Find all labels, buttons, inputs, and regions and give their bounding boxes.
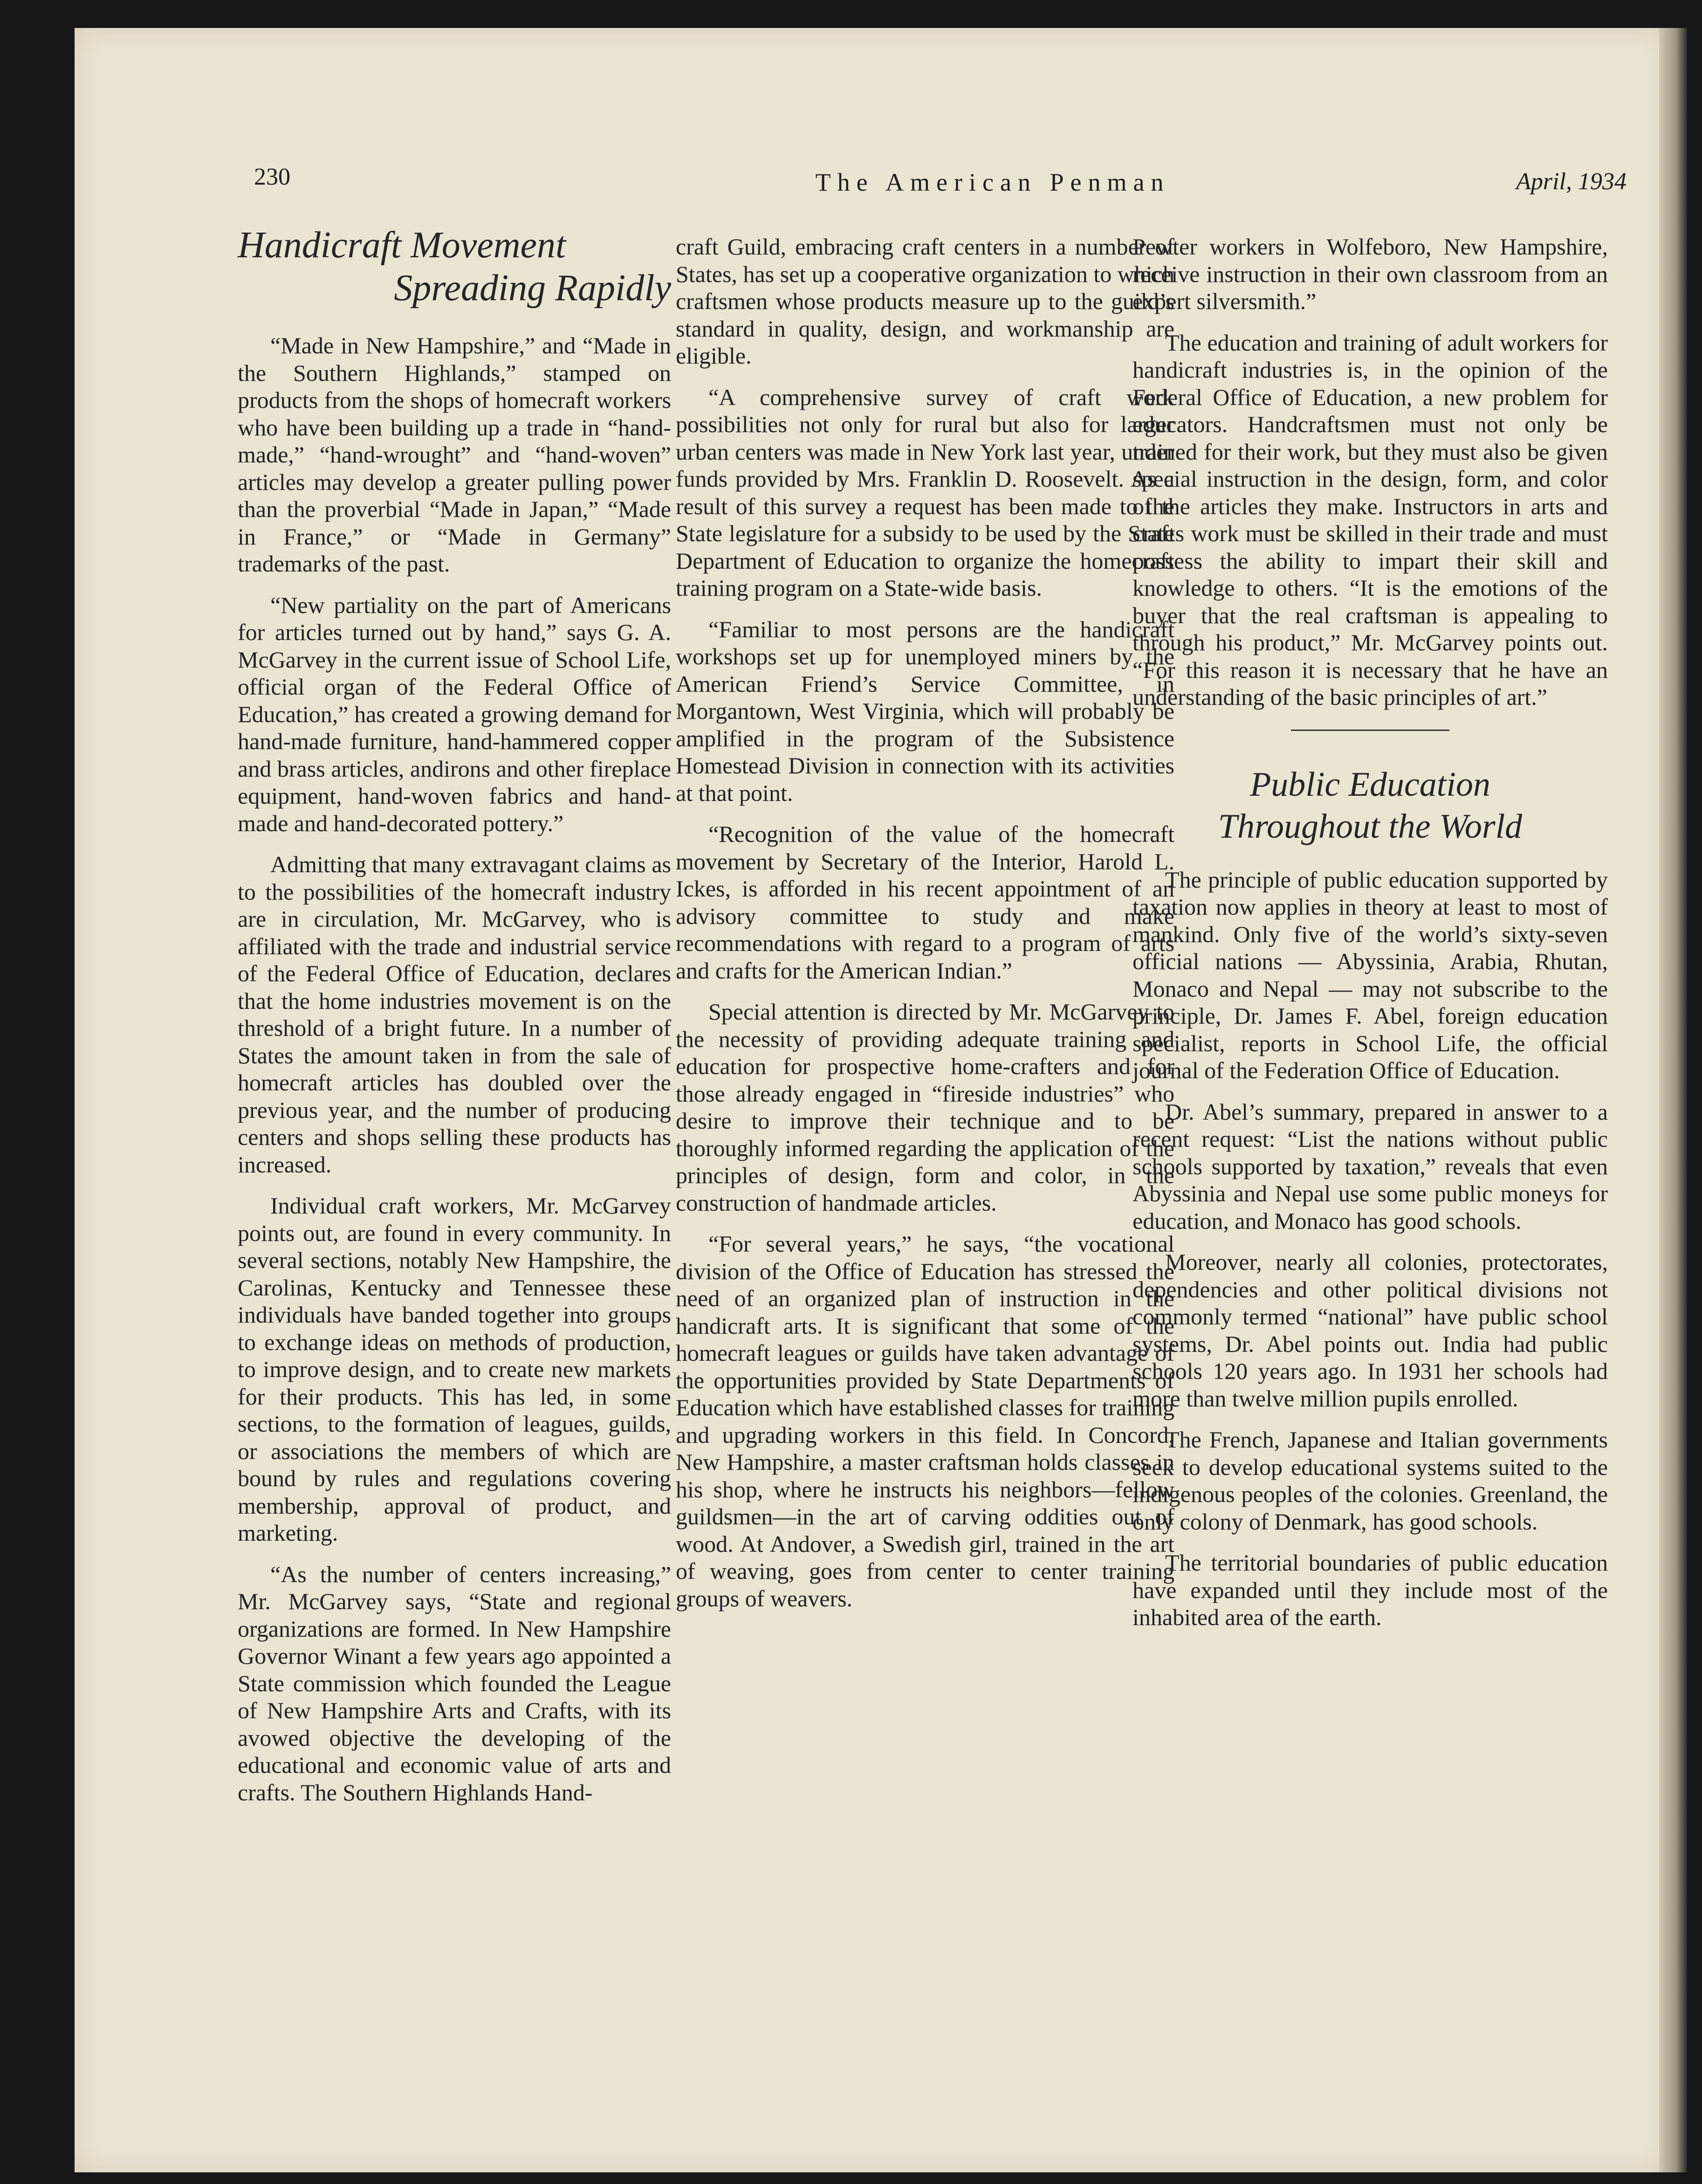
section-divider	[1291, 730, 1449, 731]
column-1	[238, 224, 671, 1820]
paragraph: Admitting that many extravagant claims as to the possibilities of the homecraft industry are in circulation, Mr. McGarvey, who is affiliated with the trade and industrial service of the Federal Office of Education, declares that the home industries movement is on the threshold of a bright future. In a number of States the amount taken in from the sale of homecraft articles has doubled over the previous year, and the number of producing centers and shops selling these products has increased.	[238, 851, 671, 1178]
column-3	[1132, 233, 1608, 1645]
paragraph: “For several years,” he says, “the vocational division of the Office of Education has stressed the need of an organized plan of instruction in the handicraft arts. It is significant that some of the homecraft leagues or guilds have taken advantage of the opportunities provided by State Departments of Education which have established classes for training and upgrading workers in this field. In Concord, New Hampshire, a master craftsman holds classes in his shop, where he instructs his neighbors—fellow guildsmen—in the art of carving oddities out of wood. At Andover, a Swedish girl, trained in the art of weaving, goes from center to center training groups of weavers.	[676, 1231, 1174, 1612]
paragraph: “New partiality on the part of Americans for articles turned out by hand,” says G. A. McGarvey in the current issue of School Life, official organ of the Federal Office of Education,” has created a growing demand for hand-made furniture, hand-hammered copper and brass articles, andirons and other fireplace equipment, hand-woven fabrics and hand-made and hand-decorated pottery.”	[238, 592, 671, 836]
paragraph: Individual craft workers, Mr. McGarvey points out, are found in every community. In several sections, notably New Hampshire, the Carolinas, Kentucky and Tennessee these individuals have banded together into groups to exchange ideas on methods of production, to improve design, and to create new markets for their products. This has led, in some sections, to the formation of leagues, guilds, or associations the members of which are bound by rules and regulations covering membership, approval of product, and marketing.	[238, 1192, 671, 1546]
paragraph: The territorial boundaries of public education have expanded until they include most of the inhabited area of the earth.	[1132, 1550, 1608, 1630]
article-title-handicraft: Handicraft Movement Spreading Rapidly	[238, 225, 671, 309]
magazine-page	[75, 28, 1668, 2172]
paragraph: The principle of public education supported by taxation now applies in theory at least to most of mankind. Only five of the world’s sixty-seven official nations — Abyssinia, Arabia, Rhutan, Monaco and Nepal — may not subscribe to the principle, Dr. James F. Abel, foreign education specialist, reports in School Life, the official journal of the Federation Office of Education.	[1132, 866, 1608, 1083]
paragraph: craft Guild, embracing craft centers in a number of States, has set up a cooperative organization to which craftsmen whose products measure up to the guild’s standard in quality, design, and workmanship are eligible.	[676, 234, 1174, 369]
paragraph: “As the number of centers increasing,” Mr. McGarvey says, “State and regional organizations are formed. In New Hampshire Governor Winant a few years ago appointed a State commission which founded the League of New Hampshire Arts and Crafts, with its avowed objective the developing of the educational and economic value of arts and crafts. The Southern Highlands Hand-	[238, 1561, 671, 1805]
paragraph: “Familiar to most persons are the handicraft workshops set up for unemployed miners by the American Friend’s Service Committee, in Morgantown, West Virginia, which will probably be amplified in the program of the Subsistence Homestead Division in connection with its activities at that point.	[676, 616, 1174, 806]
paragraph: Moreover, nearly all colonies, protectorates, dependencies and other political divisions not commonly termed “national” have public school systems, Dr. Abel points out. India had public schools 120 years ago. In 1931 her schools had more than twelve million pupils enrolled.	[1132, 1249, 1608, 1412]
paragraph: “Recognition of the value of the homecraft movement by Secretary of the Interior, Harold L. Ickes, is afforded in his recent appointment of an advisory committee to study and make recommendations with regard to a program of arts and crafts for the American Indian.”	[676, 821, 1174, 984]
paragraph: The education and training of adult workers for handicraft industries is, in the opinion of the Federal Office of Education, a new problem for educators. Handcraftsmen must not only be trained for their work, but they must also be given special instruction in the design, form, and color of the articles they make. Instructors in arts and crafts work must be skilled in their trade and must possess the ability to impart their skill and knowledge to others. “It is the emotions of the buyer that the real craftsman is appealing to through his product,” Mr. McGarvey points out. “For this reason it is necessary that he have an understanding of the basic principles of art.”	[1132, 329, 1608, 710]
paragraph: The French, Japanese and Italian governments seek to develop educational systems suited to the indigenous peoples of the colonies. Greenland, the only colony of Denmark, has good schools.	[1132, 1426, 1608, 1535]
page-edge	[1659, 28, 1687, 2172]
journal-title: The American Penman	[815, 168, 1170, 196]
paragraph: “Made in New Hampshire,” and “Made in the Southern Highlands,” stamped on products from the shops of homecraft workers who have been building up a trade in “hand-made,” “hand-wrought” and “hand-woven” articles may develop a greater pulling power than the proverbial “Made in Japan,” “Made in France,” or “Made in Germany” trademarks of the past.	[238, 332, 671, 577]
paragraph: Special attention is directed by Mr. McGarvey to the necessity of providing adequate training and education for prospective home-crafters and for those already engaged in “fireside industries” who desire to improve their technique and to be thoroughly informed regarding the application of the principles of design, form and color, in the construction of handmade articles.	[676, 999, 1174, 1216]
paragraph: Pewter workers in Wolfeboro, New Hampshire, receive instruction in their own classroom from an expert silversmith.”	[1132, 234, 1608, 314]
column-2	[676, 233, 1174, 1626]
paragraph: Dr. Abel’s summary, prepared in answer to a recent request: “List the nations without public schools supported by taxation,” reveals that even Abyssinia and Nepal use some public moneys for education, and Monaco has good schools.	[1132, 1098, 1608, 1234]
article-title-public-education: Public Education Throughout the World	[1218, 765, 1523, 846]
page-number: 230	[254, 164, 290, 190]
issue-date: April, 1934	[1516, 168, 1627, 195]
paragraph: “A comprehensive survey of craft work possibilities not only for rural but also for larger urban centers was made in New York last year, under funds provided by Mrs. Franklin D. Roosevelt. As a result of this survey a request has been made to the State legislature for a subsidy to be used by the State Department of Education to organize the homecraft training program on a State-wide basis.	[676, 384, 1174, 601]
